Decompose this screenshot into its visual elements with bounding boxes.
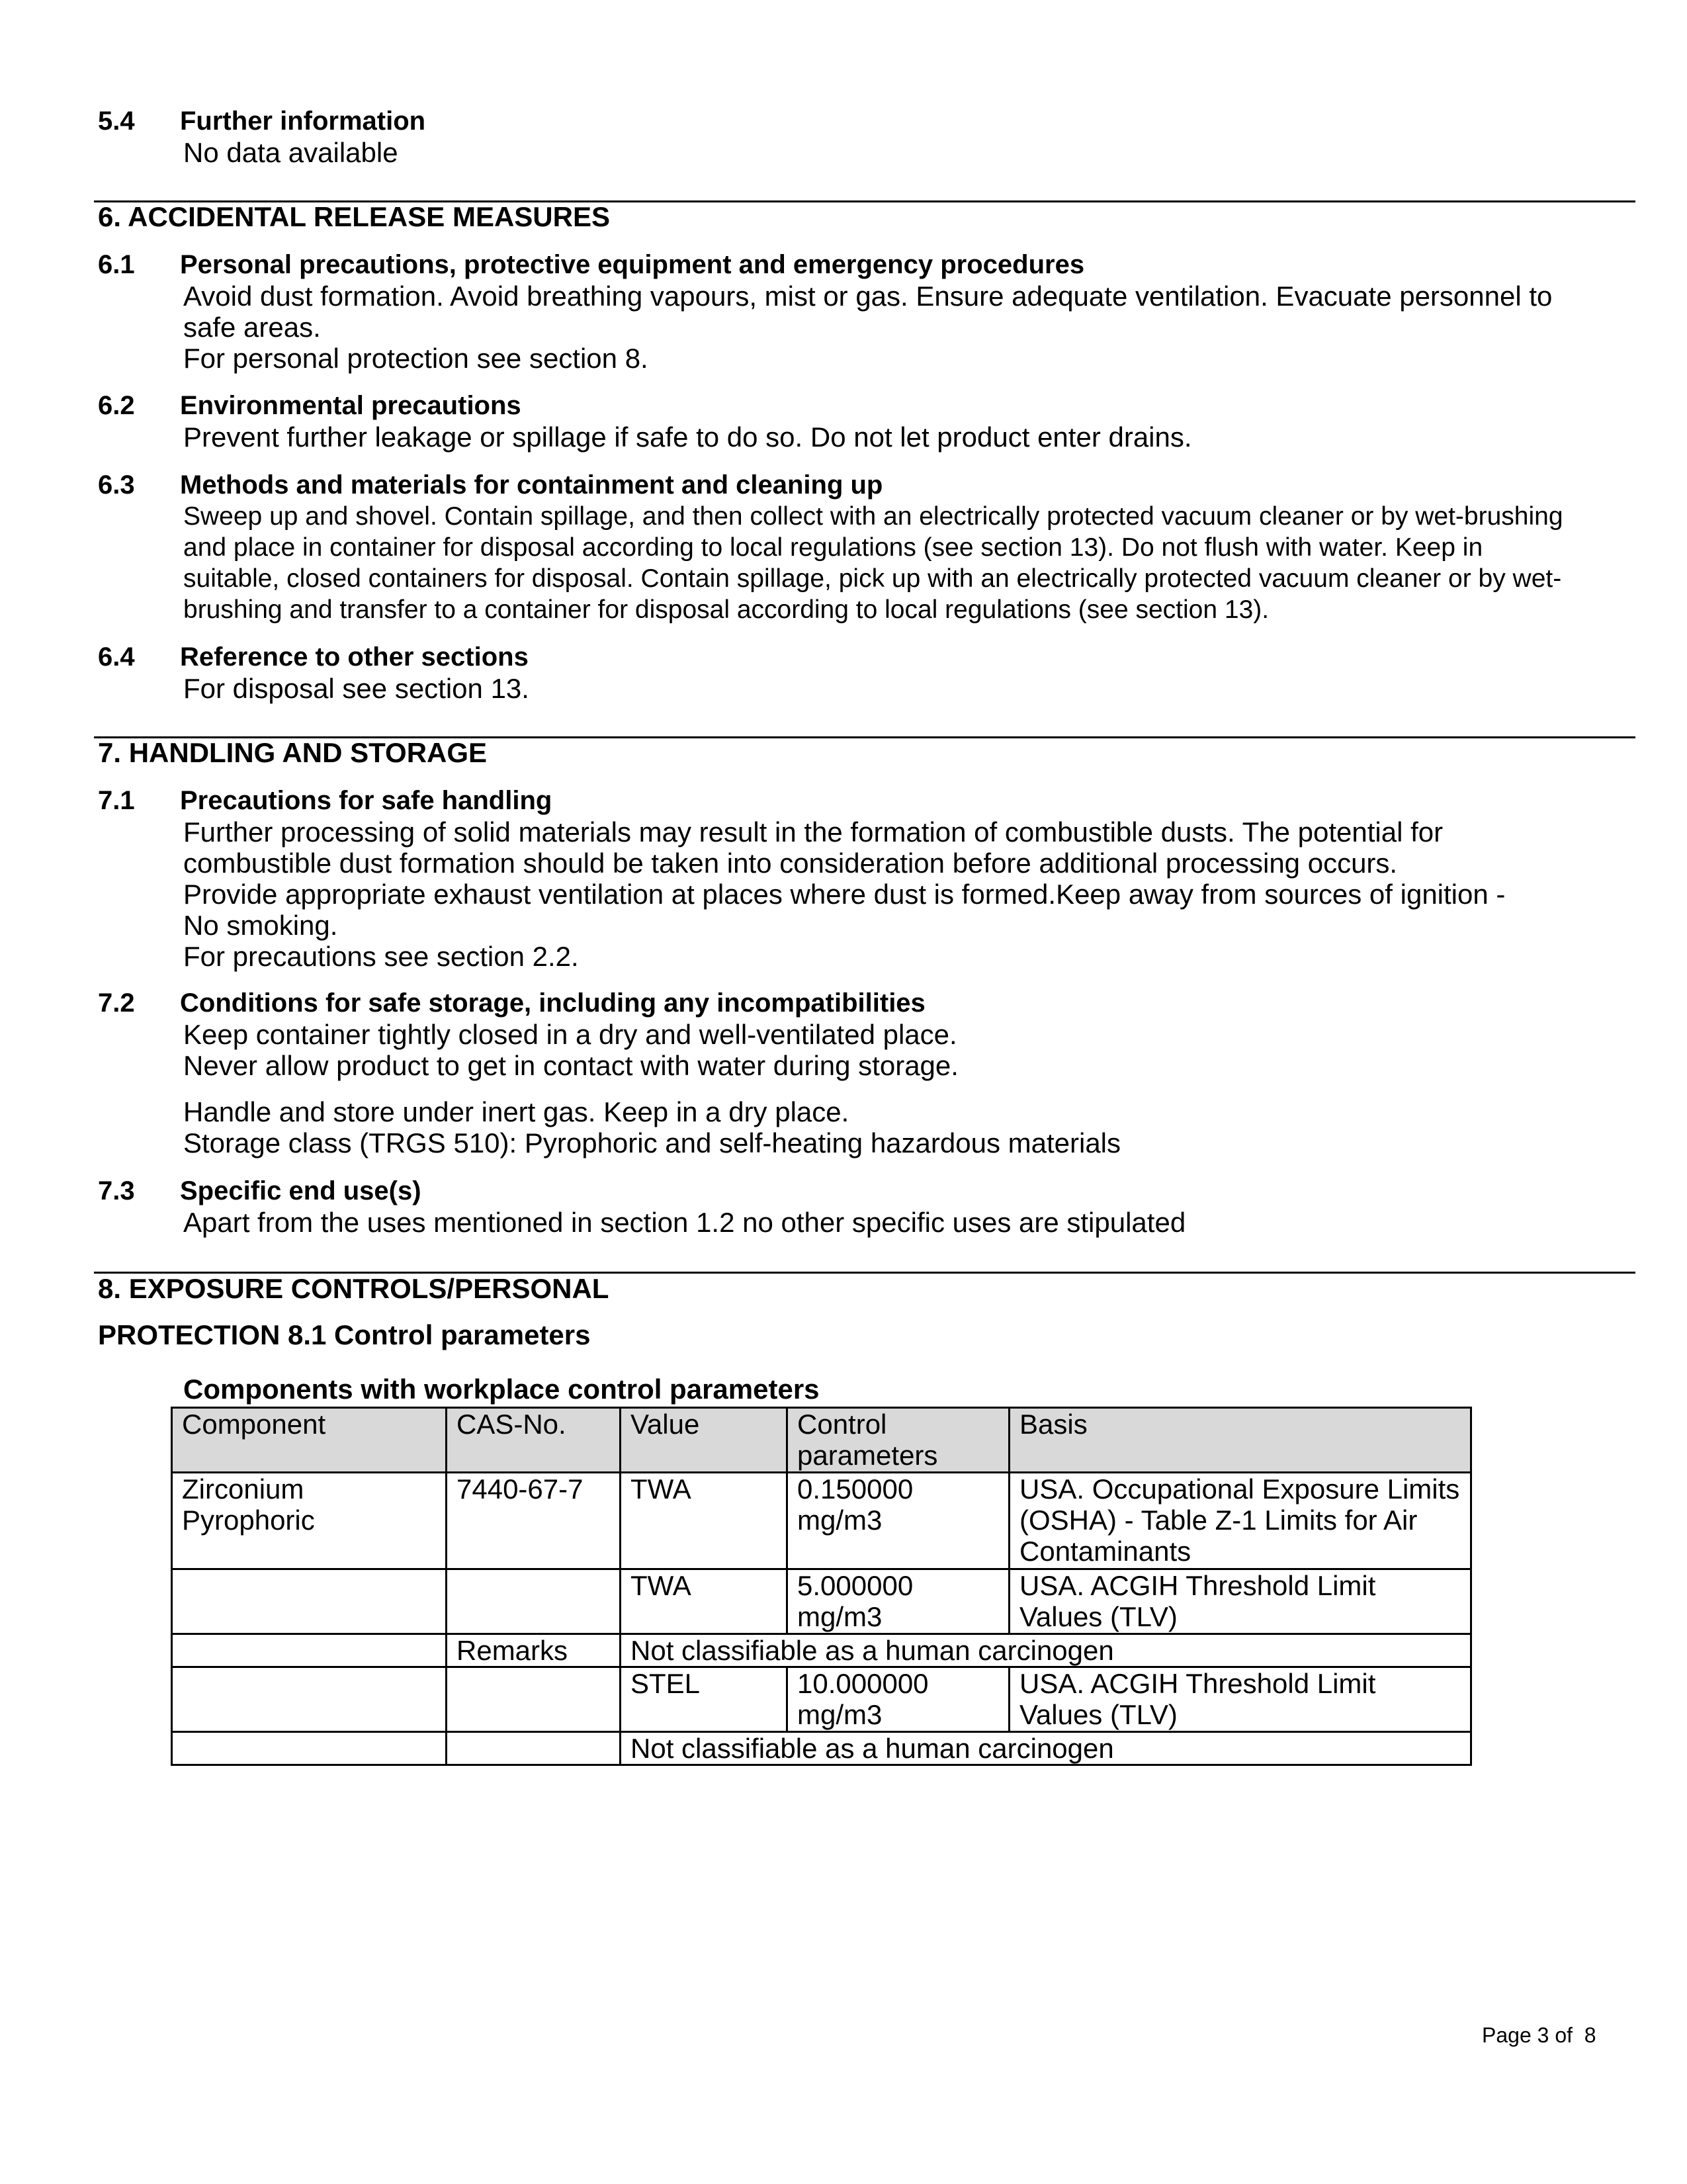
text-line: safe areas.: [183, 312, 321, 343]
section-heading: Personal precautions, protective equipment and emergency procedures: [180, 250, 1085, 279]
text-line: Provide appropriate exhaust ventilation at places where dust is formed.Keep away from sources of ignition -: [183, 879, 1506, 910]
page-number: Page 3 of 8: [1482, 2023, 1596, 2047]
text-line: Keep container tightly closed in a dry and well-ventilated place.: [183, 1019, 957, 1050]
section-body: [183, 137, 1592, 168]
control-parameters-table: [171, 1407, 1472, 1766]
table-cell: [447, 1667, 621, 1732]
section-heading: Further information: [180, 107, 426, 136]
column-header: Control parameters: [787, 1408, 1010, 1473]
section-body: [183, 1019, 1592, 1081]
table-cell: [447, 1732, 621, 1765]
table-cell: 0.150000 mg/m3: [787, 1473, 1010, 1569]
table-cell: STEL: [621, 1667, 787, 1732]
section-heading: Reference to other sections: [180, 642, 529, 672]
table-cell: [172, 1732, 447, 1765]
text-line: suitable, closed containers for disposal. Contain spillage, pick up with an electrically protected vacuum cleaner or by wet-: [183, 564, 1562, 593]
text-line: Apart from the uses mentioned in section 1.2 no other specific uses are stipulated: [183, 1207, 1186, 1238]
section-number: 7.2: [98, 988, 135, 1018]
text-line: No smoking.: [183, 910, 338, 941]
table-cell: 10.000000 mg/m3: [787, 1667, 1010, 1732]
section-body: [183, 1096, 1592, 1158]
text-line: Storage class (TRGS 510): Pyrophoric and self-heating hazardous materials: [183, 1127, 1121, 1158]
table-row: [172, 1732, 1471, 1765]
table-cell: Remarks: [447, 1634, 621, 1667]
table-cell: 5.000000 mg/m3: [787, 1569, 1010, 1634]
table-cell: USA. ACGIH Threshold Limit Values (TLV): [1010, 1667, 1471, 1732]
text-line: Handle and store under inert gas. Keep in a dry place.: [183, 1096, 849, 1127]
text-line: combustible dust formation should be taken into consideration before additional processing occurs.: [183, 848, 1398, 879]
section-number: 6.2: [98, 391, 135, 420]
table-row: [172, 1667, 1471, 1732]
text-line: Never allow product to get in contact with water during storage.: [183, 1050, 959, 1081]
section-number: 6.3: [98, 470, 135, 500]
text-line: Sweep up and shovel. Contain spillage, and then collect with an electrically protected vacuum cleaner or by wet-brushing: [183, 502, 1563, 531]
section-body: [183, 816, 1592, 972]
section-heading: Conditions for safe storage, including any incompatibilities: [180, 988, 926, 1018]
section-number: 7.3: [98, 1176, 135, 1205]
text-line: No data available: [183, 137, 398, 168]
section-heading: Methods and materials for containment and cleaning up: [180, 470, 883, 500]
section-title: 8. EXPOSURE CONTROLS/PERSONAL: [98, 1273, 609, 1304]
table-cell: [172, 1667, 447, 1732]
table-row: [172, 1569, 1471, 1634]
section-body: [183, 673, 1592, 704]
section-body: [183, 501, 1592, 625]
text-line: Further processing of solid materials may result in the formation of combustible dusts. The potential for: [183, 816, 1444, 848]
section-title: 6. ACCIDENTAL RELEASE MEASURES: [98, 201, 610, 232]
section-heading: Precautions for safe handling: [180, 786, 552, 815]
table-row: [172, 1473, 1471, 1569]
section-heading: Environmental precautions: [180, 391, 521, 420]
text-line: Avoid dust formation. Avoid breathing vapours, mist or gas. Ensure adequate ventilation. Evacuate personnel to: [183, 281, 1553, 312]
text-line: For disposal see section 13.: [183, 673, 529, 704]
text-line: brushing and transfer to a container for disposal according to local regulations (see section 13).: [183, 595, 1270, 624]
table-cell: [172, 1634, 447, 1667]
text-line: For precautions see section 2.2.: [183, 941, 579, 972]
table-header-row: [172, 1408, 1471, 1473]
column-header: Component: [172, 1408, 447, 1473]
section-number: 6.4: [98, 642, 135, 672]
section-title: 7. HANDLING AND STORAGE: [98, 737, 488, 768]
table-row: [172, 1634, 1471, 1667]
section-heading: Specific end use(s): [180, 1176, 421, 1205]
column-header: Basis: [1010, 1408, 1471, 1473]
table-cell-remark: Not classifiable as a human carcinogen: [621, 1732, 1471, 1765]
column-header: Value: [621, 1408, 787, 1473]
table-cell: TWA: [621, 1473, 787, 1569]
table-cell: USA. Occupational Exposure Limits (OSHA) - Table Z-1 Limits for Air Contaminants: [1010, 1473, 1471, 1569]
text-line: For personal protection see section 8.: [183, 343, 648, 374]
table-cell: [172, 1569, 447, 1634]
section-body: [183, 1207, 1592, 1238]
text-line: Prevent further leakage or spillage if safe to do so. Do not let product enter drains.: [183, 421, 1192, 453]
table-cell-remark: Not classifiable as a human carcinogen: [621, 1634, 1471, 1667]
column-header: CAS-No.: [447, 1408, 621, 1473]
section-body: [183, 281, 1592, 374]
table-cell: [447, 1569, 621, 1634]
section-number: 5.4: [98, 107, 135, 136]
section-subtitle: PROTECTION 8.1 Control parameters: [98, 1319, 591, 1350]
table-cell: USA. ACGIH Threshold Limit Values (TLV): [1010, 1569, 1471, 1634]
section-body: [183, 421, 1592, 453]
text-line: and place in container for disposal according to local regulations (see section 13). Do not flush with water. Keep in: [183, 533, 1483, 562]
table-cell: TWA: [621, 1569, 787, 1634]
table-caption: Components with workplace control parameters: [183, 1374, 820, 1405]
table-cell: 7440-67-7: [447, 1473, 621, 1569]
section-number: 6.1: [98, 250, 135, 279]
section-number: 7.1: [98, 786, 135, 815]
table-cell: Zirconium Pyrophoric: [172, 1473, 447, 1569]
